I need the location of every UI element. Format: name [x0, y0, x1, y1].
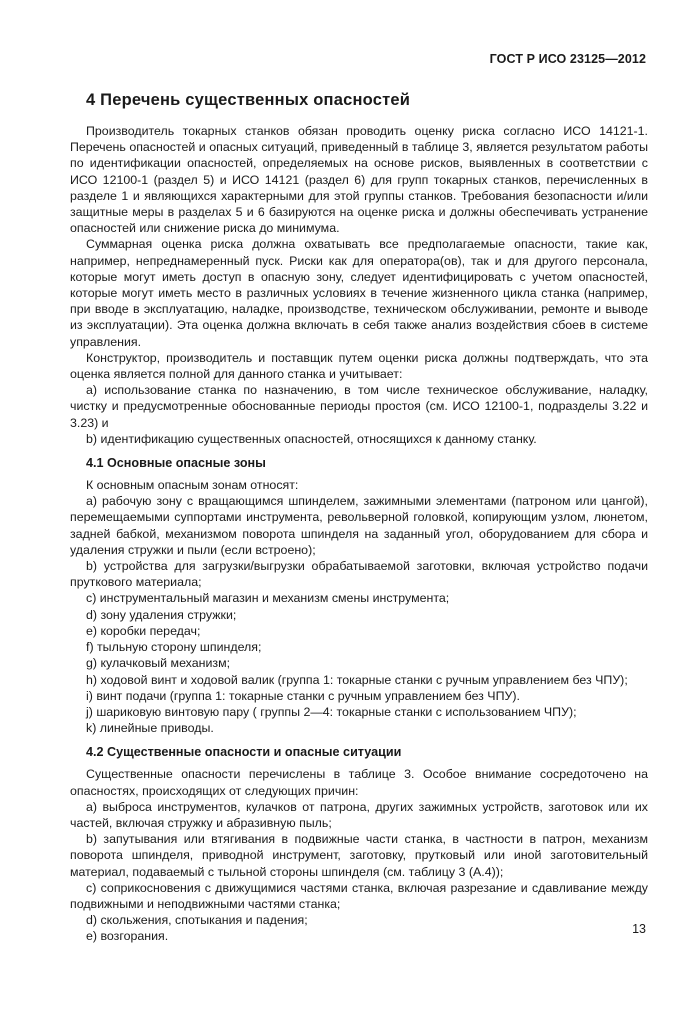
list-item: a) рабочую зону с вращающимся шпинделем, зажимными элементами (патроном или цангой), перемещаемыми суппортами инструмента, револьверной головкой, копирующим узлом, люнетом, задней бабкой, механизмом поворота шпинделя на заданный угол, оборудованием для сбора и удаления стружки и пыли (если встроено);	[70, 494, 648, 557]
list-item: h) ходовой винт и ходовой валик (группа 1: токарные станки с ручным управлением без ЧПУ);	[86, 672, 628, 687]
list-item: b) запутывания или втягивания в подвижные части станка, в частности в патрон, механизм поворота шпинделя, приводной инструмент, заготовку, прутковый или иной заготовительный материал, подаваемый с тыльной стороны шпинделя (см. таблицу 3 (А.4));	[70, 832, 648, 879]
list-item: d) скольжения, спотыкания и падения;	[86, 913, 308, 928]
section-4-2-body	[70, 766, 648, 944]
page-content	[70, 86, 648, 945]
paragraph: Существенные опасности перечислены в таблице 3. Особое внимание сосредоточено на опасностях, происходящих от следующих причин:	[70, 767, 648, 798]
section-4-title: 4 Перечень существенных опасностей	[86, 91, 411, 109]
list-item: b) идентификацию существенных опасностей, относящихся к данному станку.	[86, 431, 537, 446]
list-item: k) линейные приводы.	[86, 721, 214, 736]
section-4-2-title: 4.2 Существенные опасности и опасные ситуации	[86, 745, 402, 760]
list-item: a) выброса инструментов, кулачков от патрона, других зажимных устройств, заготовок или их частей, включая стружку и абразивную пыль;	[70, 799, 648, 830]
list-item: a) использование станка по назначению, в том числе техническое обслуживание, наладку, чистку и предусмотренные обоснованные периоды простоя (см. ИСО 12100-1, подразделы 3.22 и 3.23) и	[70, 383, 648, 430]
paragraph: Производитель токарных станков обязан проводить оценку риска согласно ИСО 14121-1. Перечень опасностей и опасных ситуаций, приведенный в таблице 3, является результатом работы по идентификации опасностей, определяемых на основе рисков, выявленных в соответствии с ИСО 12100-1 (раздел 5) и ИСО 14121 (раздел 6) для групп токарных станков, перечисленных в разделе 1 и являющихся характерными для этой группы станков. Требования безопасности и/или защитные меры в разделах 5 и 6 базируются на оценке риска и должны обеспечивать устранение опасностей или снижение риска до минимума.	[70, 124, 648, 236]
section-4-1-title: 4.1 Основные опасные зоны	[86, 456, 266, 471]
list-item: g) кулачковый механизм;	[86, 656, 231, 671]
list-item: c) соприкосновения с движущимися частями станка, включая разрезание и сдавливание между подвижными и неподвижными частями станка;	[70, 880, 648, 911]
list-item: c) инструментальный магазин и механизм смены инструмента;	[86, 591, 450, 606]
document-header-standard: ГОСТ Р ИСО 23125—2012	[489, 52, 646, 66]
paragraph: Суммарная оценка риска должна охватывать все предполагаемые опасности, такие как, например, непреднамеренный пуск. Риски как для оператора(ов), так и для другого персонала, которые могут иметь доступ в опасную зону, следует идентифицировать с учетом опасностей, которые могут иметь место в различных условиях в течение жизненного цикла станка (например, при вводе в эксплуатацию, наладке, производстве, техническом обслуживании, ремонте и выводе из эксплуатации). Эта оценка должна включать в себя также анализ воздействия сбоев в системе управления.	[70, 237, 648, 349]
list-item: e) коробки передач;	[86, 623, 201, 638]
list-item: j) шариковую винтовую пару ( группы 2—4: токарные станки с использованием ЧПУ);	[86, 704, 577, 719]
paragraph: Конструктор, производитель и поставщик путем оценки риска должны подтверждать, что эта оценка является полной для данного станка и учитывает:	[70, 350, 648, 382]
section-4-body	[70, 123, 648, 447]
page-number: 13	[632, 922, 646, 936]
list-item: i) винт подачи (группа 1: токарные станки с ручным управлением без ЧПУ).	[86, 688, 520, 703]
list-item: d) зону удаления стружки;	[86, 607, 237, 622]
section-4-1-body	[70, 477, 648, 736]
list-item: f) тыльную сторону шпинделя;	[86, 640, 262, 655]
list-item: b) устройства для загрузки/выгрузки обрабатываемой заготовки, включая устройство подачи пруткового материала;	[70, 559, 648, 590]
list-item: e) возгорания.	[86, 929, 169, 944]
paragraph: К основным опасным зонам относят:	[86, 478, 299, 493]
